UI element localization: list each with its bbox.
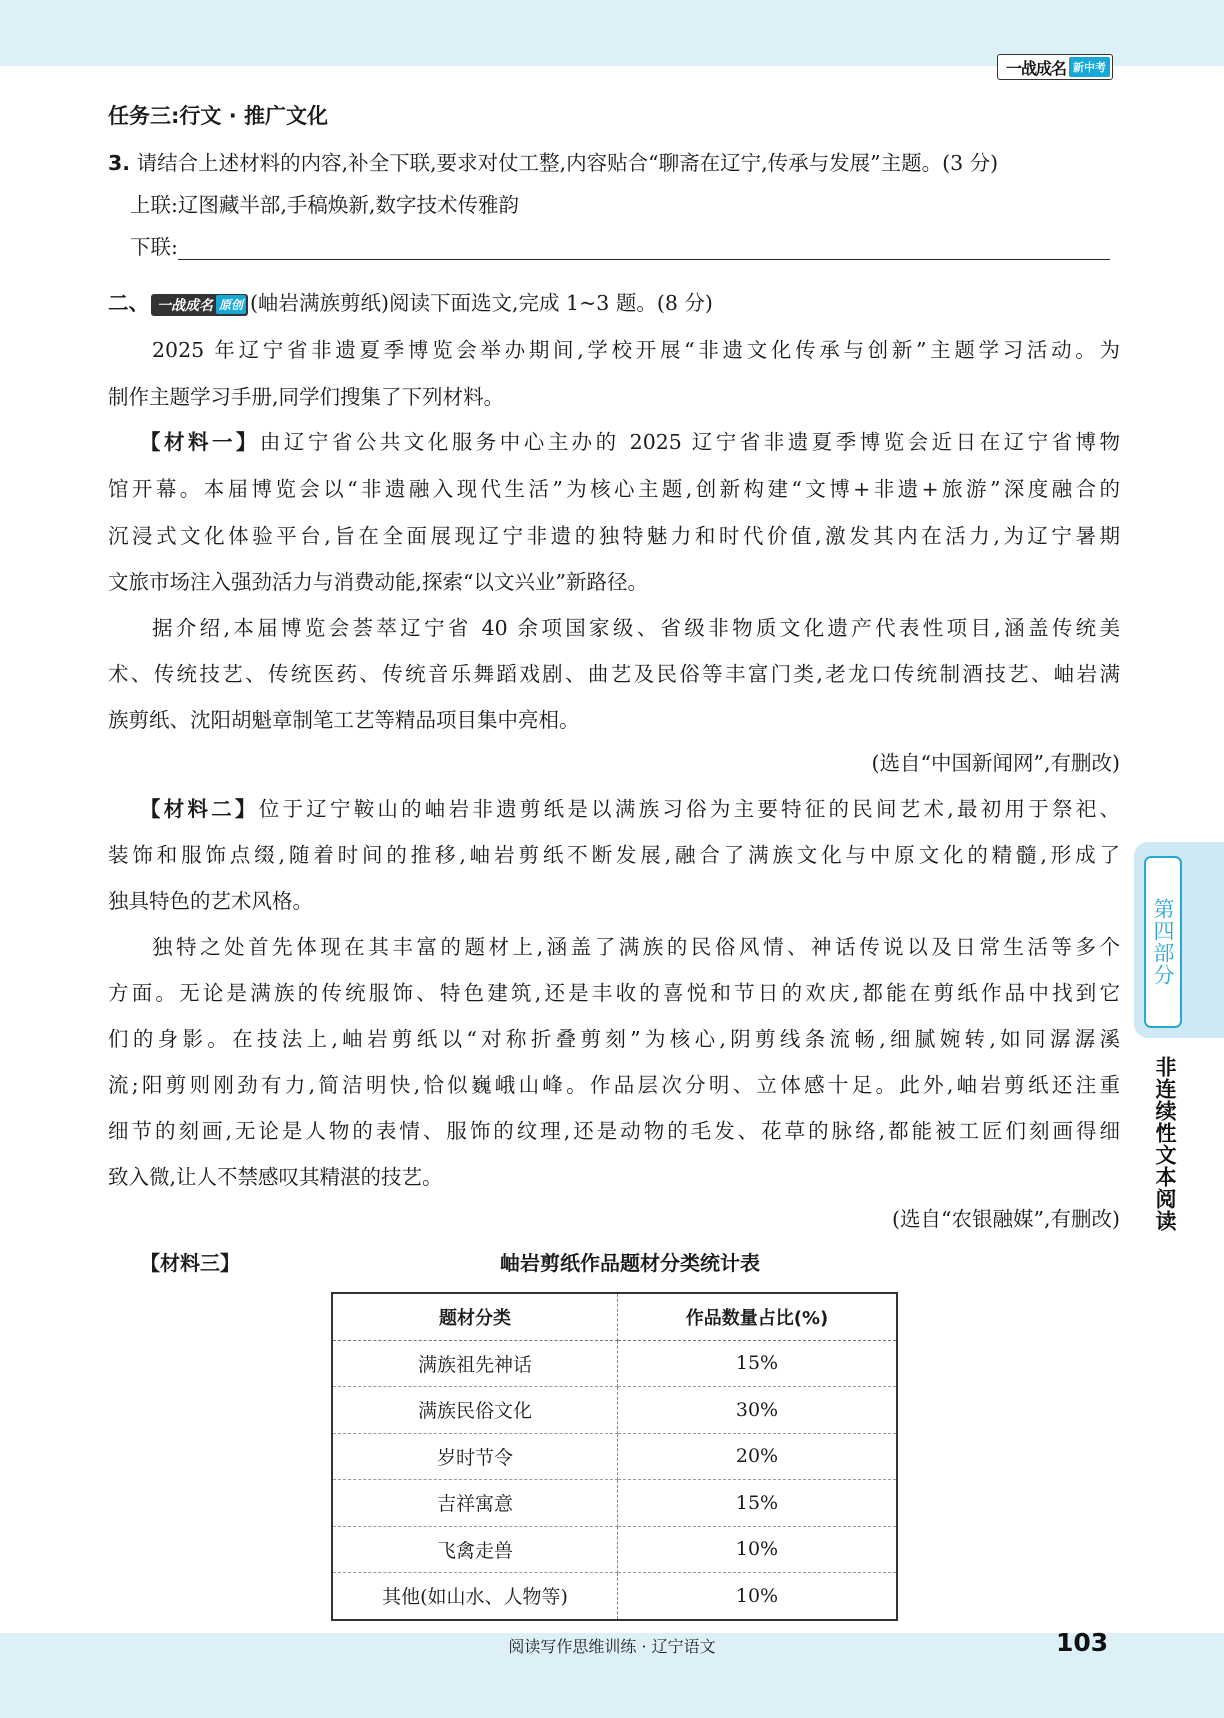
material2-para2-line: 们的身影。在技法上,岫岩剪纸以“对称折叠剪刻”为核心,阴剪线条流畅,细腻婉转,如同潺潺溪 (108, 1027, 1120, 1051)
column-header: 题材分类 (332, 1293, 618, 1340)
section-label: 非连续性文本阅读 (1153, 1056, 1177, 1232)
original-badge-tag: 原创 (216, 295, 246, 314)
footer-text: 阅读写作思维训练 · 辽宁语文 (508, 1637, 716, 1656)
table-row (332, 1387, 897, 1434)
page-number: 103 (1056, 1628, 1109, 1657)
brand-logo (997, 54, 1113, 80)
table-cell: 20% (618, 1433, 898, 1480)
material2-label: 【材料二】 (140, 797, 259, 821)
material1-text: 由辽宁省公共文化服务中心主办的 2025 辽宁省非遗夏季博览会近日在辽宁省博物 (259, 430, 1121, 454)
material2-line (140, 792, 1120, 822)
material1-line: 馆开幕。本届博览会以“非遗融入现代生活”为核心主题,创新构建“文博+非遗+旅游”深度融合的 (108, 477, 1120, 501)
material2-source: (选自“农银融媒”,有删改) (892, 1207, 1120, 1231)
material2-para2-line: 方面。无论是满族的传统服饰、特色建筑,还是丰收的喜悦和节日的欢庆,都能在剪纸作品中找到它 (108, 981, 1120, 1005)
table-cell: 满族祖先神话 (332, 1340, 618, 1387)
part-label: 第四部分 (1151, 898, 1175, 986)
table-row (332, 1526, 897, 1573)
table-cell: 15% (618, 1480, 898, 1527)
material1-line: 文旅市场注入强劲活力与消费动能,探索“以文兴业”新路径。 (108, 570, 648, 594)
lower-couplet-label: 下联: (130, 235, 178, 259)
table-cell: 10% (618, 1526, 898, 1573)
material2-para2-line: 流;阳剪则刚劲有力,简洁明快,恰似巍峨山峰。作品层次分明、立体感十足。此外,岫岩剪纸还注重 (108, 1073, 1120, 1097)
table-cell: 15% (618, 1340, 898, 1387)
part-tab (1144, 856, 1182, 1028)
original-badge-main: 一战成名 (157, 297, 213, 314)
question-3-text: 请结合上述材料的内容,补全下联,要求对仗工整,内容贴合“聊斋在辽宁,传承与发展”主题。(3 分) (130, 151, 999, 175)
upper-couplet: 上联:辽图藏半部,手稿焕新,数字技术传雅韵 (130, 193, 519, 217)
material1-line (140, 425, 1120, 455)
question-3: 3. 请结合上述材料的内容,补全下联,要求对仗工整,内容贴合“聊斋在辽宁,传承与发展”主题。(3 分) (108, 151, 999, 175)
table-cell: 30% (618, 1387, 898, 1434)
material1-line: 沉浸式文化体验平台,旨在全面展现辽宁非遗的独特魅力和时代价值,激发其内在活力,为辽宁暑期 (108, 524, 1120, 548)
table-title: 岫岩剪纸作品题材分类统计表 (500, 1251, 760, 1275)
table-cell: 满族民俗文化 (332, 1387, 618, 1434)
material1-label: 【材料一】 (140, 430, 260, 454)
material2-para2-line: 细节的刻画,无论是人物的表情、服饰的纹理,还是动物的毛发、花草的脉络,都能被工匠们刻画得细 (108, 1119, 1120, 1143)
intro-line: 制作主题学习手册,同学们搜集了下列材料。 (108, 385, 505, 409)
material1-para2-line: 术、传统技艺、传统医药、传统音乐舞蹈戏剧、曲艺及民俗等丰富门类,老龙口传统制酒技艺、岫岩满 (108, 662, 1120, 686)
material2-para2-line: 致入微,让人不禁感叹其精湛的技艺。 (108, 1165, 443, 1189)
table-row (332, 1433, 897, 1480)
brand-name: 一战成名 (1006, 58, 1067, 78)
table-cell: 飞禽走兽 (332, 1526, 618, 1573)
lower-couplet (130, 230, 1142, 260)
table-row (332, 1573, 897, 1620)
table-cell: 吉祥寓意 (332, 1480, 618, 1527)
material1-para2-line: 据介绍,本届博览会荟萃辽宁省 40 余项国家级、省级非物质文化遗产代表性项目,涵盖传统美 (152, 616, 1120, 640)
intro-line: 2025 年辽宁省非遗夏季博览会举办期间,学校开展“非遗文化传承与创新”主题学习活动。为 (152, 338, 1120, 362)
brand-tag: 新中考 (1069, 57, 1110, 77)
table-row (332, 1480, 897, 1527)
table-cell: 其他(如山水、人物等) (332, 1573, 618, 1620)
material2-para2-line: 独特之处首先体现在其丰富的题材上,涵盖了满族的民俗风情、神话传说以及日常生活等多个 (152, 935, 1120, 959)
answer-blank[interactable] (178, 233, 1110, 260)
material1-para2-line: 族剪纸、沈阳胡魁章制笔工艺等精品项目集中亮相。 (108, 708, 580, 732)
material2-line: 装饰和服饰点缀,随着时间的推移,岫岩剪纸不断发展,融合了满族文化与中原文化的精髓,形成了 (108, 843, 1120, 867)
task3-title: 任务三:行文 · 推广文化 (108, 104, 328, 128)
table-cell: 岁时节令 (332, 1433, 618, 1480)
material2-text: 位于辽宁鞍山的岫岩非遗剪纸是以满族习俗为主要特征的民间艺术,最初用于祭祀、 (258, 797, 1120, 821)
section2-heading-text: (岫岩满族剪纸)阅读下面选文,完成 1~3 题。(8 分) (250, 291, 713, 315)
section2-prefix: 二、 (108, 291, 149, 315)
table-header-row (332, 1293, 897, 1340)
table-cell: 10% (735, 1584, 779, 1607)
material2-line: 独具特色的艺术风格。 (108, 889, 313, 913)
statistics-table (331, 1292, 898, 1621)
table-row (332, 1340, 897, 1387)
original-badge (151, 294, 248, 316)
material1-source: (选自“中国新闻网”,有删改) (871, 751, 1120, 775)
material3-label: 【材料三】 (140, 1251, 240, 1275)
column-header: 作品数量占比(%) (618, 1293, 898, 1340)
section2-heading (108, 286, 1120, 316)
